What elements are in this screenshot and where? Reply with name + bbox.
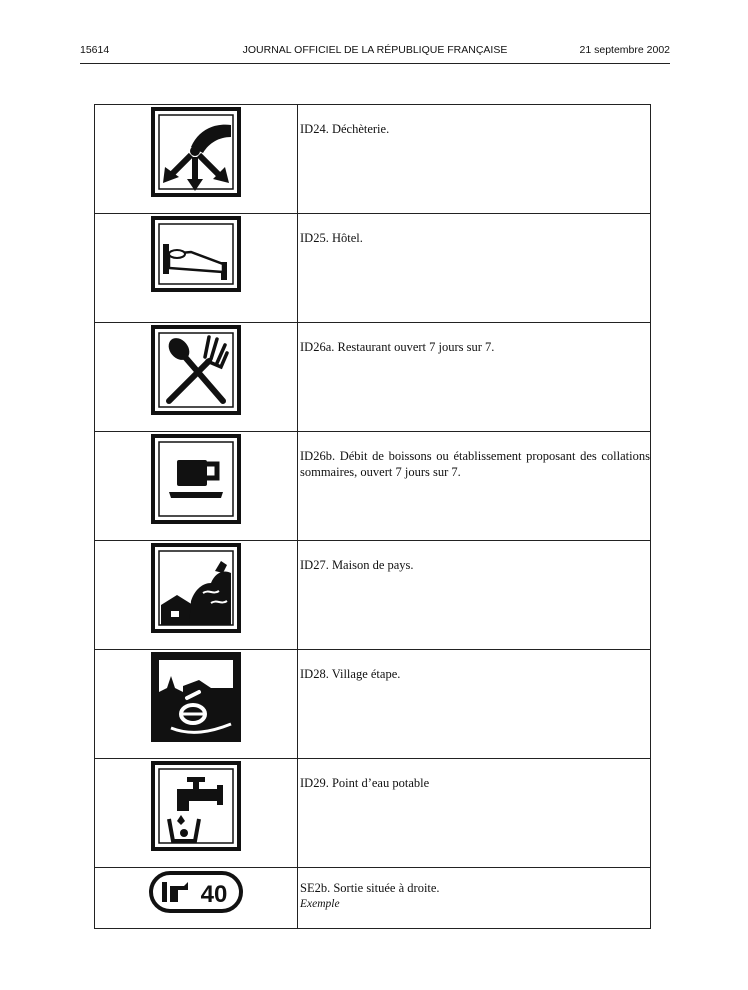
country-house-icon (151, 543, 241, 633)
sign-description: ID24. Déchèterie. (298, 105, 651, 214)
village-etape-icon (151, 652, 241, 742)
sign-cell (95, 868, 298, 929)
publication-date: 21 septembre 2002 (579, 44, 670, 56)
sign-description: ID27. Maison de pays. (298, 541, 651, 650)
page-header (80, 40, 670, 60)
sign-cell (95, 759, 298, 868)
sign-cell (95, 214, 298, 323)
journal-title: JOURNAL OFFICIEL DE LA RÉPUBLIQUE FRANÇAISE (242, 44, 508, 56)
sign-description-cell (298, 868, 651, 929)
exit-number: 40 (200, 881, 228, 908)
coffee-cup-icon (151, 434, 241, 524)
sign-description: ID29. Point d’eau potable (298, 759, 651, 868)
water-tap-icon (151, 761, 241, 851)
signs-table (94, 104, 651, 929)
table-row (95, 541, 651, 650)
sign-description: ID26a. Restaurant ouvert 7 jours sur 7. (298, 323, 651, 432)
sign-cell (95, 323, 298, 432)
exit-right-icon (148, 870, 244, 914)
example-note: Exemple (300, 898, 340, 910)
table-row (95, 868, 651, 929)
table-row (95, 759, 651, 868)
table-row (95, 432, 651, 541)
page-number: 15614 (80, 44, 110, 56)
table-row (95, 323, 651, 432)
table-row (95, 105, 651, 214)
sign-description: ID26b. Débit de boissons ou établissement proposant des collations sommaires, ouvert 7 jours sur 7. (298, 432, 651, 541)
sign-description: SE2b. Sortie située à droite. (300, 881, 440, 895)
fork-spoon-icon (151, 325, 241, 415)
header-rule (80, 63, 670, 64)
recycling-center-icon (151, 107, 241, 197)
sign-cell (95, 650, 298, 759)
bed-icon (151, 216, 241, 292)
table-row (95, 650, 651, 759)
sign-cell (95, 432, 298, 541)
sign-cell (95, 541, 298, 650)
sign-description: ID28. Village étape. (298, 650, 651, 759)
sign-cell (95, 105, 298, 214)
sign-description: ID25. Hôtel. (298, 214, 651, 323)
table-row (95, 214, 651, 323)
